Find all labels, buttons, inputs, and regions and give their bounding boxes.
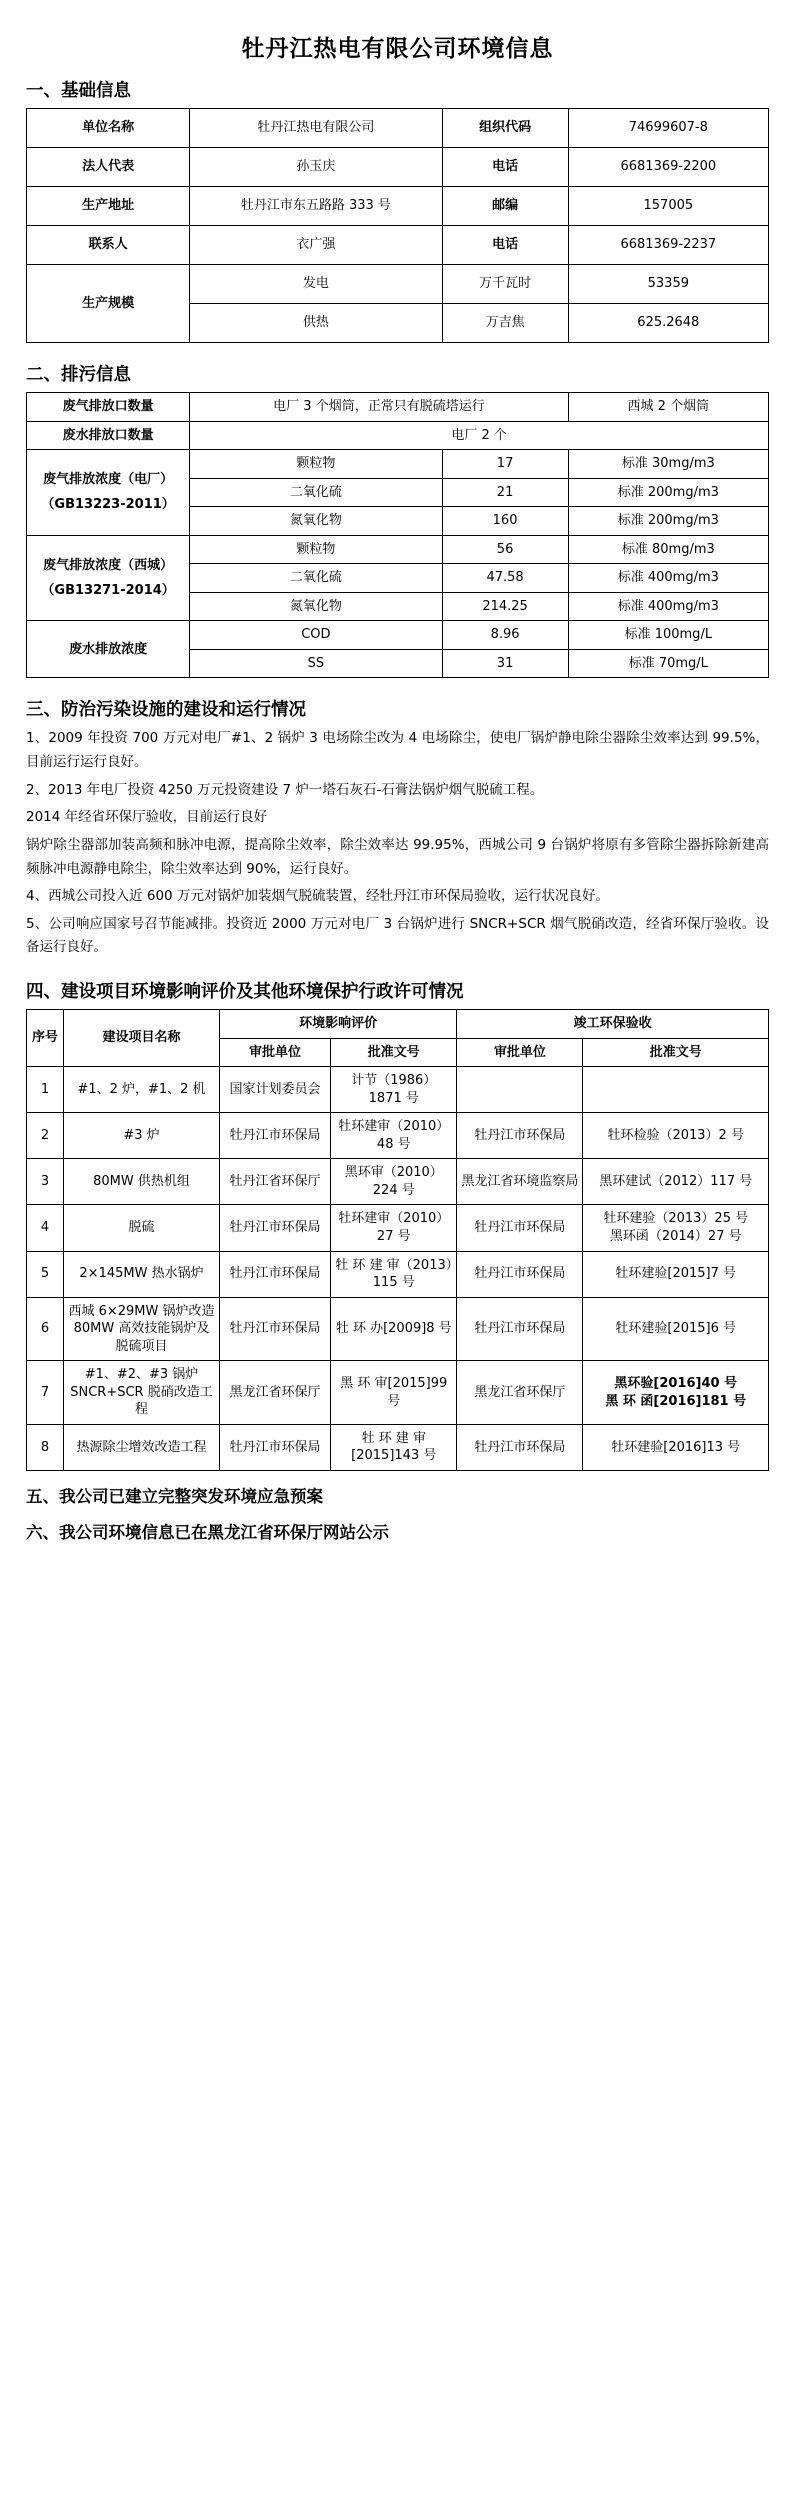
project-name: 80MW 供热机组 <box>64 1159 220 1205</box>
emission-table <box>26 392 769 678</box>
gas-city-group-label <box>27 535 190 621</box>
accept-unit: 黑龙江省环保厅 <box>457 1361 583 1425</box>
basic-label: 法人代表 <box>27 148 190 187</box>
eia-unit: 牡丹江省环保厅 <box>219 1159 330 1205</box>
pollutant-name: COD <box>190 621 442 650</box>
gas-outlet-value-city: 西城 2 个烟筒 <box>568 393 768 422</box>
pollutant-name: 颗粒物 <box>190 535 442 564</box>
pollutant-value: 31 <box>442 649 568 678</box>
eia-doc: 黑 环 审[2015]99 号 <box>331 1361 457 1425</box>
pollutant-standard: 标准 70mg/L <box>568 649 768 678</box>
eia-unit: 黑龙江省环保厅 <box>219 1361 330 1425</box>
eia-unit: 牡丹江市环保局 <box>219 1424 330 1470</box>
basic-label: 电话 <box>442 226 568 265</box>
basic-value: 孙玉庆 <box>190 148 442 187</box>
pollutant-standard: 标准 400mg/m3 <box>568 564 768 593</box>
facility-paragraph-3: 2014 年经省环保厅验收，目前运行良好 <box>26 809 268 826</box>
gas-plant-group-label <box>27 450 190 536</box>
pollutant-name: 二氧化硫 <box>190 564 442 593</box>
scale-value: 53359 <box>568 265 768 304</box>
water-outlet-label: 废水排放口数量 <box>27 421 190 450</box>
row-index: 4 <box>27 1205 64 1251</box>
pollutant-standard: 标准 100mg/L <box>568 621 768 650</box>
water-outlet-value: 电厂 2 个 <box>190 421 769 450</box>
table-row <box>27 1297 769 1361</box>
table-row <box>27 226 769 265</box>
scale-unit: 万千瓦时 <box>442 265 568 304</box>
accept-doc: 牡环检验（2013）2 号 <box>583 1113 769 1159</box>
gas-city-group-label-line2: （GB13271-2014） <box>41 583 175 599</box>
table-row <box>27 393 769 422</box>
gas-city-group-label-line1: 废气排放浓度（西城） <box>43 557 174 573</box>
scale-value: 625.2648 <box>568 304 768 343</box>
eia-doc: 牡 环 办[2009]8 号 <box>331 1297 457 1361</box>
col-header-eia-unit: 审批单位 <box>219 1038 330 1067</box>
page-title: 牡丹江热电有限公司环境信息 <box>241 35 554 62</box>
row-index: 7 <box>27 1361 64 1425</box>
eia-doc: 牡环建审（2010）48 号 <box>331 1113 457 1159</box>
pollutant-name: 二氧化硫 <box>190 478 442 507</box>
table-row <box>27 535 769 564</box>
accept-unit: 牡丹江市环保局 <box>457 1424 583 1470</box>
gas-plant-group-label-line1: 废气排放浓度（电厂） <box>43 471 174 487</box>
basic-value: 牡丹江市东五路路 333 号 <box>190 187 442 226</box>
facility-paragraph-4: 锅炉除尘器部加装高频和脉冲电源，提高除尘效率，除尘效率达 99.95%，西城公司 9 台锅炉将原有多管除尘器拆除新建高频脉冲电源静电除尘，除尘效率达到 90%，运行良好。 <box>26 836 769 877</box>
col-header-eia-doc: 批准文号 <box>331 1038 457 1067</box>
gas-plant-group-label-line2: （GB13223-2011） <box>41 497 175 513</box>
accept-doc: 牡环建验[2015]7 号 <box>583 1251 769 1297</box>
table-row <box>27 450 769 479</box>
basic-value: 衣广强 <box>190 226 442 265</box>
basic-value: 6681369-2200 <box>568 148 768 187</box>
pollutant-name: 颗粒物 <box>190 450 442 479</box>
col-header-index: 序号 <box>27 1010 64 1067</box>
basic-label: 邮编 <box>442 187 568 226</box>
col-header-accept-unit: 审批单位 <box>457 1038 583 1067</box>
basic-label: 电话 <box>442 148 568 187</box>
table-row <box>27 1159 769 1205</box>
project-name: #3 炉 <box>64 1113 220 1159</box>
eia-unit: 牡丹江市环保局 <box>219 1251 330 1297</box>
accept-doc: 牡环建验[2016]13 号 <box>583 1424 769 1470</box>
basic-label: 生产地址 <box>27 187 190 226</box>
pollutant-value: 56 <box>442 535 568 564</box>
eia-doc: 计节（1986）1871 号 <box>331 1067 457 1113</box>
project-name: 西城 6×29MW 锅炉改造 80MW 高效技能锅炉及脱硫项目 <box>64 1297 220 1361</box>
accept-unit: 牡丹江市环保局 <box>457 1113 583 1159</box>
basic-value: 6681369-2237 <box>568 226 768 265</box>
gas-outlet-label: 废气排放口数量 <box>27 393 190 422</box>
scale-name: 发电 <box>190 265 442 304</box>
basic-label: 单位名称 <box>27 109 190 148</box>
project-name: #1、#2、#3 锅炉 SNCR+SCR 脱硝改造工程 <box>64 1361 220 1425</box>
row-index: 8 <box>27 1424 64 1470</box>
facility-paragraph-2: 2、2013 年电厂投资 4250 万元投资建设 7 炉一塔石灰石-石膏法锅炉烟气脱硫工程。 <box>26 781 544 798</box>
eia-doc: 牡 环 建 审[2015]143 号 <box>331 1424 457 1470</box>
basic-label: 联系人 <box>27 226 190 265</box>
table-row <box>27 1113 769 1159</box>
accept-doc: 黑环验[2016]40 号 黑 环 函[2016]181 号 <box>583 1361 769 1425</box>
pollutant-value: 8.96 <box>442 621 568 650</box>
col-header-eia: 环境影响评价 <box>219 1010 456 1039</box>
table-row <box>27 1361 769 1425</box>
table-row <box>27 621 769 650</box>
accept-unit: 牡丹江市环保局 <box>457 1251 583 1297</box>
eia-doc: 牡 环 建 审（2013）115 号 <box>331 1251 457 1297</box>
pollutant-standard: 标准 80mg/m3 <box>568 535 768 564</box>
row-index: 6 <box>27 1297 64 1361</box>
basic-label: 组织代码 <box>442 109 568 148</box>
project-name: 2×145MW 热水锅炉 <box>64 1251 220 1297</box>
table-header-row <box>27 1010 769 1039</box>
eia-unit: 国家计划委员会 <box>219 1067 330 1113</box>
row-index: 2 <box>27 1113 64 1159</box>
table-row <box>27 421 769 450</box>
pollutant-standard: 标准 200mg/m3 <box>568 478 768 507</box>
scale-unit: 万吉焦 <box>442 304 568 343</box>
accept-unit <box>457 1067 583 1113</box>
basic-value: 74699607-8 <box>568 109 768 148</box>
pollutant-name: 氮氧化物 <box>190 507 442 536</box>
eia-doc: 黑环审（2010）224 号 <box>331 1159 457 1205</box>
section-heading-projects: 四、建设项目环境影响评价及其他环境保护行政许可情况 <box>26 982 464 1003</box>
facility-paragraph-6: 5、公司响应国家号召节能减排。投资近 2000 万元对电厂 3 台锅炉进行 SNCR+SCR 烟气脱硝改造，经省环保厅验收。设备运行良好。 <box>26 915 769 956</box>
table-row <box>27 148 769 187</box>
pollutant-value: 17 <box>442 450 568 479</box>
accept-unit: 黑龙江省环境监察局 <box>457 1159 583 1205</box>
table-row <box>27 1251 769 1297</box>
pollutant-value: 214.25 <box>442 592 568 621</box>
eia-unit: 牡丹江市环保局 <box>219 1205 330 1251</box>
col-header-accept-doc: 批准文号 <box>583 1038 769 1067</box>
row-index: 3 <box>27 1159 64 1205</box>
project-table <box>26 1009 769 1471</box>
project-name: 热源除尘增效改造工程 <box>64 1424 220 1470</box>
water-group-label: 废水排放浓度 <box>27 621 190 678</box>
accept-doc: 牡环建验（2013）25 号 黑环函（2014）27 号 <box>583 1205 769 1251</box>
table-row <box>27 265 769 304</box>
pollutant-value: 21 <box>442 478 568 507</box>
accept-doc: 黑环建试（2012）117 号 <box>583 1159 769 1205</box>
accept-doc <box>583 1067 769 1113</box>
basic-value: 157005 <box>568 187 768 226</box>
pollutant-value: 47.58 <box>442 564 568 593</box>
pollutant-standard: 标准 30mg/m3 <box>568 450 768 479</box>
basic-info-table <box>26 108 769 343</box>
table-row <box>27 1067 769 1113</box>
section-heading-basic-info: 一、基础信息 <box>26 81 131 101</box>
accept-doc: 牡环建验[2015]6 号 <box>583 1297 769 1361</box>
basic-value: 牡丹江热电有限公司 <box>190 109 442 148</box>
scale-name: 供热 <box>190 304 442 343</box>
table-row <box>27 187 769 226</box>
section-heading-public-disclosure: 六、我公司环境信息已在黑龙江省环保厅网站公示 <box>26 1523 389 1543</box>
production-scale-label: 生产规模 <box>27 265 190 343</box>
row-index: 5 <box>27 1251 64 1297</box>
section-heading-emergency-plan: 五、我公司已建立完整突发环境应急预案 <box>26 1487 323 1507</box>
eia-unit: 牡丹江市环保局 <box>219 1297 330 1361</box>
table-row <box>27 1205 769 1251</box>
col-header-acceptance: 竣工环保验收 <box>457 1010 769 1039</box>
project-name: 脱硫 <box>64 1205 220 1251</box>
project-name: #1、2 炉，#1、2 机 <box>64 1067 220 1113</box>
table-row <box>27 109 769 148</box>
accept-unit: 牡丹江市环保局 <box>457 1297 583 1361</box>
section-heading-facilities: 三、防治污染设施的建设和运行情况 <box>26 700 306 721</box>
gas-outlet-value: 电厂 3 个烟筒，正常只有脱硫塔运行 <box>190 393 568 422</box>
facility-paragraph-5: 4、西城公司投入近 600 万元对锅炉加装烟气脱硫装置，经牡丹江市环保局验收，运行状况良好。 <box>26 888 609 905</box>
eia-doc: 牡环建审（2010）27 号 <box>331 1205 457 1251</box>
eia-unit: 牡丹江市环保局 <box>219 1113 330 1159</box>
facility-paragraph-1: 1、2009 年投资 700 万元对电厂#1、2 锅炉 3 电场除尘改为 4 电场除尘，使电厂锅炉静电除尘器除尘效率达到 99.5%，目前运行运行良好。 <box>26 730 769 771</box>
col-header-project-name: 建设项目名称 <box>64 1010 220 1067</box>
pollutant-value: 160 <box>442 507 568 536</box>
accept-unit: 牡丹江市环保局 <box>457 1205 583 1251</box>
pollutant-standard: 标准 200mg/m3 <box>568 507 768 536</box>
table-row <box>27 1424 769 1470</box>
pollutant-standard: 标准 400mg/m3 <box>568 592 768 621</box>
pollutant-name: SS <box>190 649 442 678</box>
section-heading-emission: 二、排污信息 <box>26 365 131 385</box>
row-index: 1 <box>27 1067 64 1113</box>
pollutant-name: 氮氧化物 <box>190 592 442 621</box>
